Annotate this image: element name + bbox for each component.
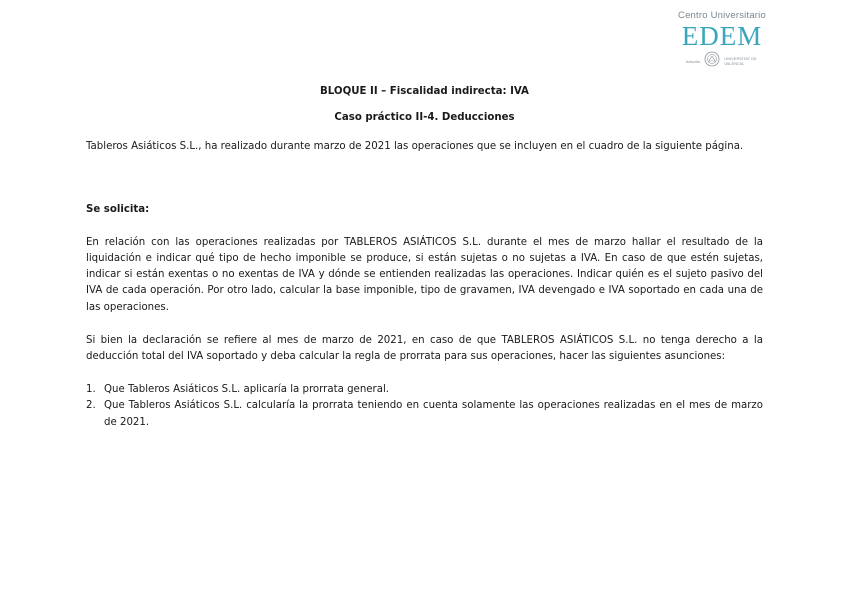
logo-seal-right-text: UNIVERSITAT DE VALÈNCIA [724, 56, 757, 66]
paragraph-1: En relación con las operaciones realizadas por TABLEROS ASIÁTICOS S.L. durante el mes de marzo hallar el resultado de la liquidación e indicar qué tipo de hecho imponible se produce, si están sujetas o no sujetas a IVA. En caso de que estén sujetas, indicar si están exentas o no exentas de IVA y dónde se entienden realizadas las operaciones. Indicar quién es el sujeto pasivo del IVA de cada operación. Por otro lado, calcular la base imponible, tipo de gravamen, IVA devengado e IVA soportado en cada una de las operaciones. [86, 236, 763, 313]
section-heading: Se solicita: [86, 203, 150, 215]
logo-top-text: Centro Universitario [678, 10, 766, 21]
document-title: BLOQUE II – Fiscalidad indirecta: IVA [320, 86, 529, 97]
logo-seal-left-text: Adscrito [685, 58, 701, 64]
assumptions-list [86, 382, 763, 431]
edem-logo [676, 10, 768, 68]
list-item-number: 2. [86, 400, 96, 412]
list-item-text: Que Tableros Asiáticos S.L. aplicaría la prorrata general. [104, 384, 390, 396]
logo-main-text: EDEM [681, 21, 763, 51]
intro-paragraph: Tableros Asiáticos S.L., ha realizado durante marzo de 2021 las operaciones que se incluyen en el cuadro de la siguiente página. [86, 141, 744, 153]
paragraph-2: Si bien la declaración se refiere al mes de marzo de 2021, en caso de que TABLEROS ASIÁTICOS S.L. no tenga derecho a la deducción total del IVA soportado y deba calcular la regla de prorrata para sus operaciones, hacer las siguientes asunciones: [86, 334, 763, 363]
logo-seal-row [676, 52, 768, 70]
list-item-text: Que Tableros Asiáticos S.L. calcularía la prorrata teniendo en cuenta solamente las operaciones realizadas en el mes de marzo de 2021. [104, 400, 763, 428]
list-item [86, 382, 763, 398]
document-body [86, 84, 763, 431]
list-item [86, 398, 763, 430]
university-seal-icon [704, 51, 720, 71]
list-item-number: 1. [86, 384, 96, 396]
document-subtitle: Caso práctico II-4. Deducciones [334, 112, 515, 124]
